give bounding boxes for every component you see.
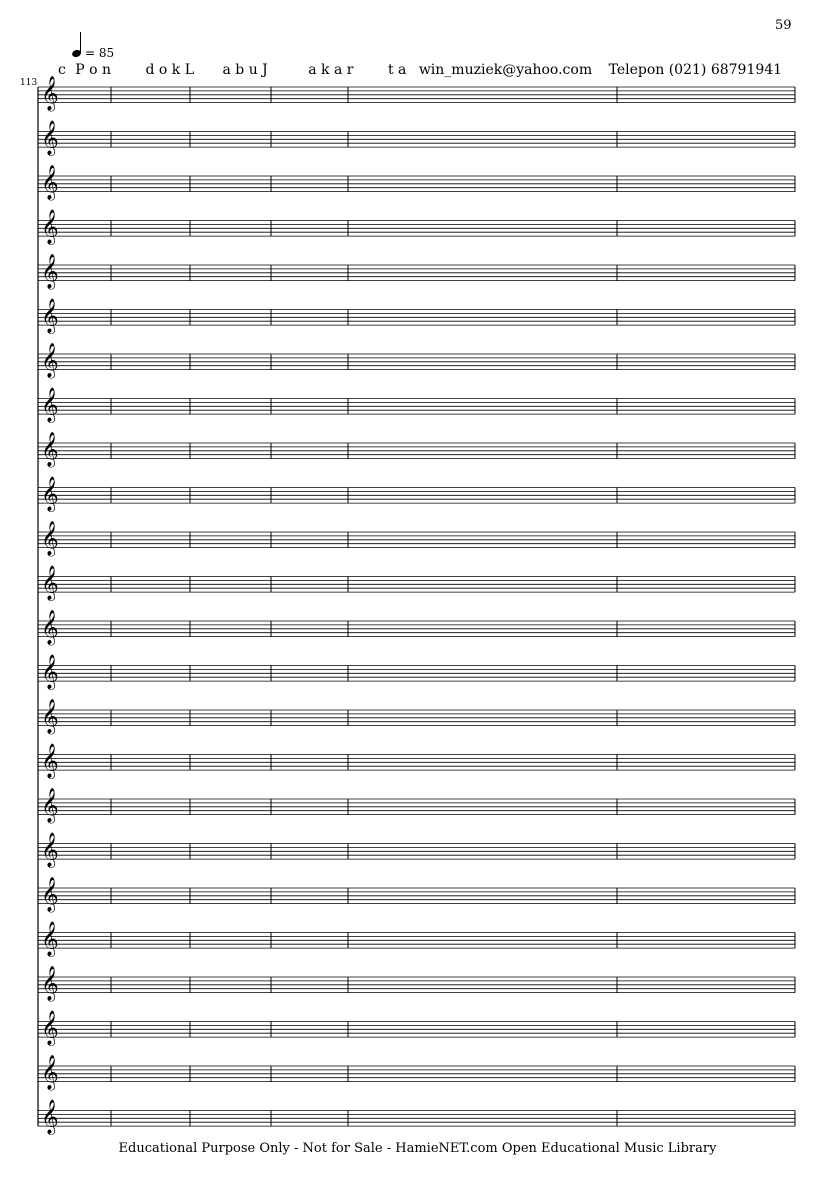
staff (38, 388, 795, 424)
treble-clef-icon: 𝄞 (41, 877, 59, 912)
treble-clef-icon: 𝄞 (41, 343, 59, 378)
staff (38, 610, 795, 646)
staff (38, 1055, 795, 1091)
treble-clef-icon: 𝄞 (41, 921, 59, 957)
treble-clef-icon: 𝄞 (41, 1099, 59, 1135)
treble-clef-icon: 𝄞 (41, 76, 59, 111)
treble-clef-icon: 𝄞 (41, 743, 59, 779)
treble-clef-icon: 𝄞 (41, 209, 59, 245)
tempo-value: = 85 (85, 46, 115, 60)
measure-number: 113 (20, 78, 38, 88)
staff (38, 966, 795, 1002)
staff (38, 76, 795, 112)
treble-clef-icon: 𝄞 (41, 432, 59, 467)
treble-clef-icon: 𝄞 (41, 788, 59, 823)
treble-clef-icon: 𝄞 (41, 966, 59, 1001)
staff (38, 432, 795, 468)
treble-clef-icon: 𝄞 (41, 476, 59, 512)
header-fragment: P o n (75, 62, 112, 78)
header-phone: Telepon (021) 68791941 (608, 62, 783, 78)
treble-clef-icon: 𝄞 (41, 1010, 59, 1046)
staff (38, 1100, 795, 1136)
treble-clef-icon: 𝄞 (41, 387, 59, 423)
treble-clef-icon: 𝄞 (41, 120, 59, 156)
page-number: 59 (775, 18, 792, 33)
treble-clef-icon: 𝄞 (41, 610, 59, 645)
header-fragment: a b u J (222, 62, 268, 78)
header-email: win_muziek@yahoo.com (418, 62, 593, 78)
staff (38, 477, 795, 513)
staff (38, 833, 795, 869)
treble-clef-icon: 𝄞 (41, 521, 59, 556)
staff (38, 121, 795, 157)
staff (38, 788, 795, 824)
staff (38, 254, 795, 290)
header-fragment: d o k L (145, 62, 195, 78)
staff (38, 566, 795, 602)
staff (38, 521, 795, 557)
staff (38, 343, 795, 379)
staff (38, 877, 795, 913)
header-fragment: t a (387, 62, 407, 78)
treble-clef-icon: 𝄞 (41, 699, 59, 734)
staff (38, 699, 795, 735)
treble-clef-icon: 𝄞 (41, 832, 59, 868)
staff (38, 299, 795, 335)
treble-clef-icon: 𝄞 (41, 298, 59, 334)
footer-notice: Educational Purpose Only - Not for Sale - HamieNET.com Open Educational Music Library (118, 1141, 717, 1156)
treble-clef-icon: 𝄞 (41, 254, 59, 289)
staff (38, 744, 795, 780)
treble-clef-icon: 𝄞 (41, 565, 59, 601)
header-fragment: a k a r (308, 62, 354, 78)
staff (38, 655, 795, 691)
staff (38, 210, 795, 246)
treble-clef-icon: 𝄞 (41, 1055, 59, 1090)
treble-clef-icon: 𝄞 (41, 165, 59, 200)
staff (38, 165, 795, 201)
staff (38, 922, 795, 958)
header-fragment: c (58, 62, 66, 78)
staff (38, 1011, 795, 1047)
treble-clef-icon: 𝄞 (41, 654, 59, 690)
